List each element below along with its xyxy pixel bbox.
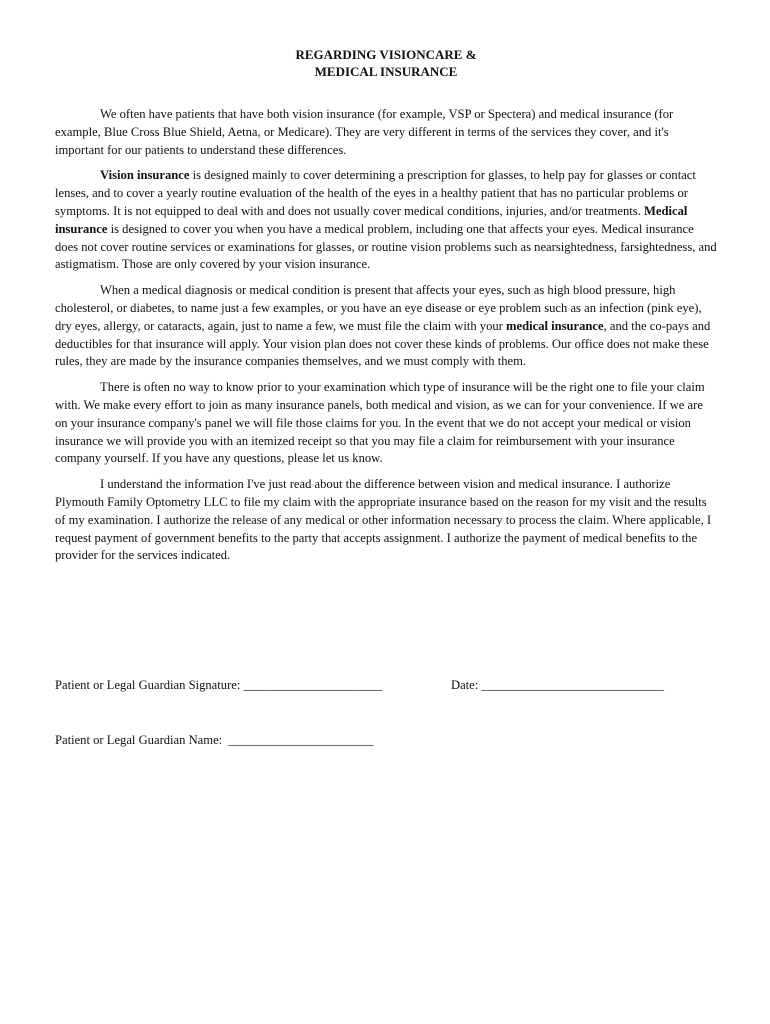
- vision-insurance-text: is designed mainly to cover determining a prescription for glasses, to help pay for glasses or contact lenses, and to cover a yearly routine evaluation of the health of the eyes in a healthy patient that has no particular problems or symptoms. It is not equipped to deal with and does not usually cover medical conditions, injuries, and/or treatments.: [55, 168, 696, 218]
- medical-insurance-text: is designed to cover you when you have a medical problem, including one that affects your eyes. Medical insurance does not cover routine services or examinations for glasses, or routine vision problems such as nearsightedness, farsightedness, and astigmatism. Those are only covered by your vision insurance.: [55, 221, 717, 272]
- title-line-2: MEDICAL INSURANCE: [314, 64, 458, 79]
- paragraph-intro-text: We often have patients that have both vision insurance (for example, VSP or Spectera) and medical insurance (for example, Blue Cross Blue Shield, Aetna, or Medicare). They are very different in terms of the services they cover, and it's important for our patients to understand these differences.: [55, 107, 674, 157]
- paragraph-medical-diagnosis: [55, 282, 717, 371]
- medical-insurance-term-2: medical insurance: [506, 318, 604, 333]
- date-line[interactable]: Date: _____________________________: [451, 678, 665, 692]
- paragraph-insurance-types: [55, 167, 717, 274]
- signature-line[interactable]: Patient or Legal Guardian Signature: ______________________: [55, 678, 383, 692]
- document-title: [55, 46, 717, 80]
- medical-diagnosis-text-1: When a medical diagnosis or medical condition is present that affects your eyes, such as high blood pressure, high cholesterol, or diabetes, to name just a few examples, or you have an eye disease or eye problem such as an infection (pink eye), dry eyes, allergy, or cataracts, again, just to name a few, we must file the claim with your: [55, 283, 702, 333]
- medical-insurance-term: Medical insurance: [55, 203, 688, 236]
- authorization-text: I understand the information I've just read about the difference between vision and medical insurance. I authorize Plymouth Family Optometry LLC to file my claim with the appropriate insurance based on the reason for my visit and the results of my examination. I authorize the release of any medical or other information necessary to process the claim. Where applicable, I request payment of government benefits to the party that accepts assignment. I authorize the payment of medical benefits to the provider for the services indicated.: [55, 477, 712, 563]
- title-line-1: REGARDING VISIONCARE &: [295, 47, 477, 62]
- name-line[interactable]: Patient or Legal Guardian Name: _______________________: [55, 733, 374, 747]
- vision-insurance-term: Vision insurance: [100, 168, 190, 183]
- paragraph-claim-filing: [55, 379, 717, 468]
- paragraph-intro: [55, 106, 717, 159]
- claim-filing-text: There is often no way to know prior to your examination which type of insurance will be the right one to file your claim with. We make every effort to join as many insurance panels, both medical and vision, as we can for your convenience. If we are on your insurance company's panel we will file those claims for you. In the event that we do not accept your medical or vision insurance we will provide you with an itemized receipt so that you may file a claim for reimbursement with your insurance company yourself. If you have any questions, please let us know.: [55, 380, 705, 466]
- paragraph-authorization: [55, 476, 717, 565]
- medical-diagnosis-text-2: , and the co-pays and deductibles for that insurance will apply. Your vision plan does not cover these kinds of problems. Our office does not make these rules, they are made by the insurance companies themselves, and we must comply with them.: [55, 318, 711, 369]
- document-page: [55, 46, 717, 573]
